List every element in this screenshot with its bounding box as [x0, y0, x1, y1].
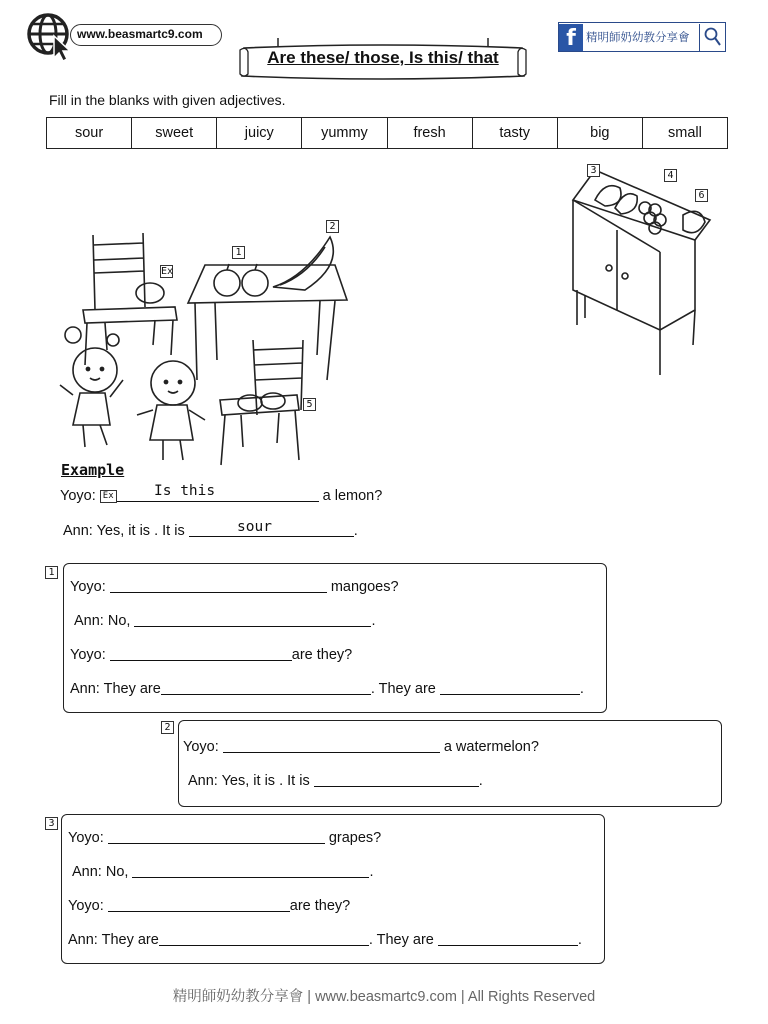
answer-blank[interactable]	[117, 488, 319, 502]
line-text: Yoyo:	[70, 647, 106, 663]
dialogue-line	[68, 898, 350, 914]
answer-blank[interactable]	[134, 613, 371, 627]
answer-prefix: Ann: Yes, it is . It is	[63, 523, 185, 539]
word-bank-table	[46, 117, 728, 149]
facebook-group-badge	[558, 22, 726, 52]
picture-tag: 5	[303, 398, 316, 411]
line-text: are they?	[289, 898, 351, 914]
picture-tag: 6	[695, 189, 708, 202]
answer-blank[interactable]	[438, 932, 578, 946]
question-box-2	[178, 720, 722, 807]
answer-blank[interactable]	[223, 739, 440, 753]
kids-table-chairs-illustration	[55, 215, 355, 470]
line-text: Ann: They are	[70, 681, 161, 697]
word-bank-cell: big	[557, 118, 642, 149]
answer-blank[interactable]	[110, 647, 292, 661]
line-text: mangoes?	[330, 579, 399, 595]
word-bank-cell: yummy	[302, 118, 387, 149]
word-bank-cell: small	[642, 118, 727, 149]
question-end: a lemon?	[322, 488, 383, 504]
facebook-icon: f	[559, 24, 583, 51]
question-number: 2	[161, 721, 174, 734]
line-text: are they?	[291, 647, 353, 663]
line-text: . They are	[370, 681, 436, 697]
dialogue-line	[183, 739, 539, 755]
page-title: Are these/ those, Is this/ that	[267, 48, 499, 67]
word-bank-cell: sour	[47, 118, 132, 149]
dialogue-line	[70, 681, 584, 697]
picture-tag: Ex	[161, 266, 174, 277]
answer-blank[interactable]	[132, 864, 369, 878]
answer-blank[interactable]	[108, 830, 325, 844]
line-text: . They are	[368, 932, 434, 948]
line-text: .	[371, 613, 376, 629]
dialogue-line	[70, 647, 352, 663]
footer-credits: 精明師奶幼教分享會 | www.beasmartc9.com | All Rights Reserved	[172, 989, 596, 1005]
line-text: .	[369, 864, 374, 880]
answer-blank[interactable]	[108, 898, 290, 912]
example-heading: Example	[61, 461, 125, 479]
word-bank-cell: sweet	[132, 118, 217, 149]
picture-tag: 3	[587, 164, 600, 177]
dialogue-line	[68, 830, 381, 846]
site-url-pill: www.beasmartc9.com	[70, 24, 222, 46]
example-question	[60, 488, 382, 504]
line-text: Ann: They are	[68, 932, 159, 948]
word-bank-cell: fresh	[387, 118, 472, 149]
answer-blank[interactable]	[314, 773, 479, 787]
picture-tag: 2	[326, 220, 339, 233]
line-text: a watermelon?	[443, 739, 539, 755]
example-handwritten-answer: sour	[237, 519, 272, 535]
line-text: Ann: No,	[72, 864, 129, 880]
dialogue-line	[70, 579, 399, 595]
line-text: .	[478, 773, 483, 789]
line-text: Yoyo:	[70, 579, 106, 595]
example-handwritten-answer: Is this	[154, 483, 216, 499]
dialogue-line	[68, 932, 582, 948]
cabinet-fruits-illustration	[565, 160, 715, 380]
picture-tag: 4	[664, 169, 677, 182]
example-answer: Ann: Yes, it is . It is .	[63, 523, 358, 539]
search-icon	[699, 24, 725, 51]
line-text: Yoyo:	[68, 898, 104, 914]
line-text: Yoyo:	[183, 739, 219, 755]
line-text: .	[577, 932, 582, 948]
word-bank-cell: tasty	[472, 118, 557, 149]
dialogue-line	[74, 613, 375, 629]
answer-blank[interactable]	[440, 681, 580, 695]
answer-blank[interactable]	[161, 681, 371, 695]
answer-blank[interactable]	[159, 932, 369, 946]
question-number: 1	[45, 566, 58, 579]
speaker-label: Yoyo:	[60, 488, 96, 504]
word-bank-cell: juicy	[217, 118, 302, 149]
question-number: 3	[45, 817, 58, 830]
line-text: Yoyo:	[68, 830, 104, 846]
example-tag: Ex	[100, 490, 117, 503]
answer-blank[interactable]	[110, 579, 327, 593]
globe-cursor-logo-icon	[26, 12, 76, 62]
dialogue-line	[72, 864, 373, 880]
dialogue-line	[188, 773, 483, 789]
line-text: .	[579, 681, 584, 697]
fb-group-label: 精明師奶幼教分享會	[586, 30, 690, 44]
picture-tag: 1	[232, 246, 245, 259]
line-text: Ann: No,	[74, 613, 131, 629]
instruction-text: Fill in the blanks with given adjectives.	[49, 92, 286, 108]
line-text: Ann: Yes, it is . It is	[188, 773, 310, 789]
line-text: grapes?	[328, 830, 382, 846]
